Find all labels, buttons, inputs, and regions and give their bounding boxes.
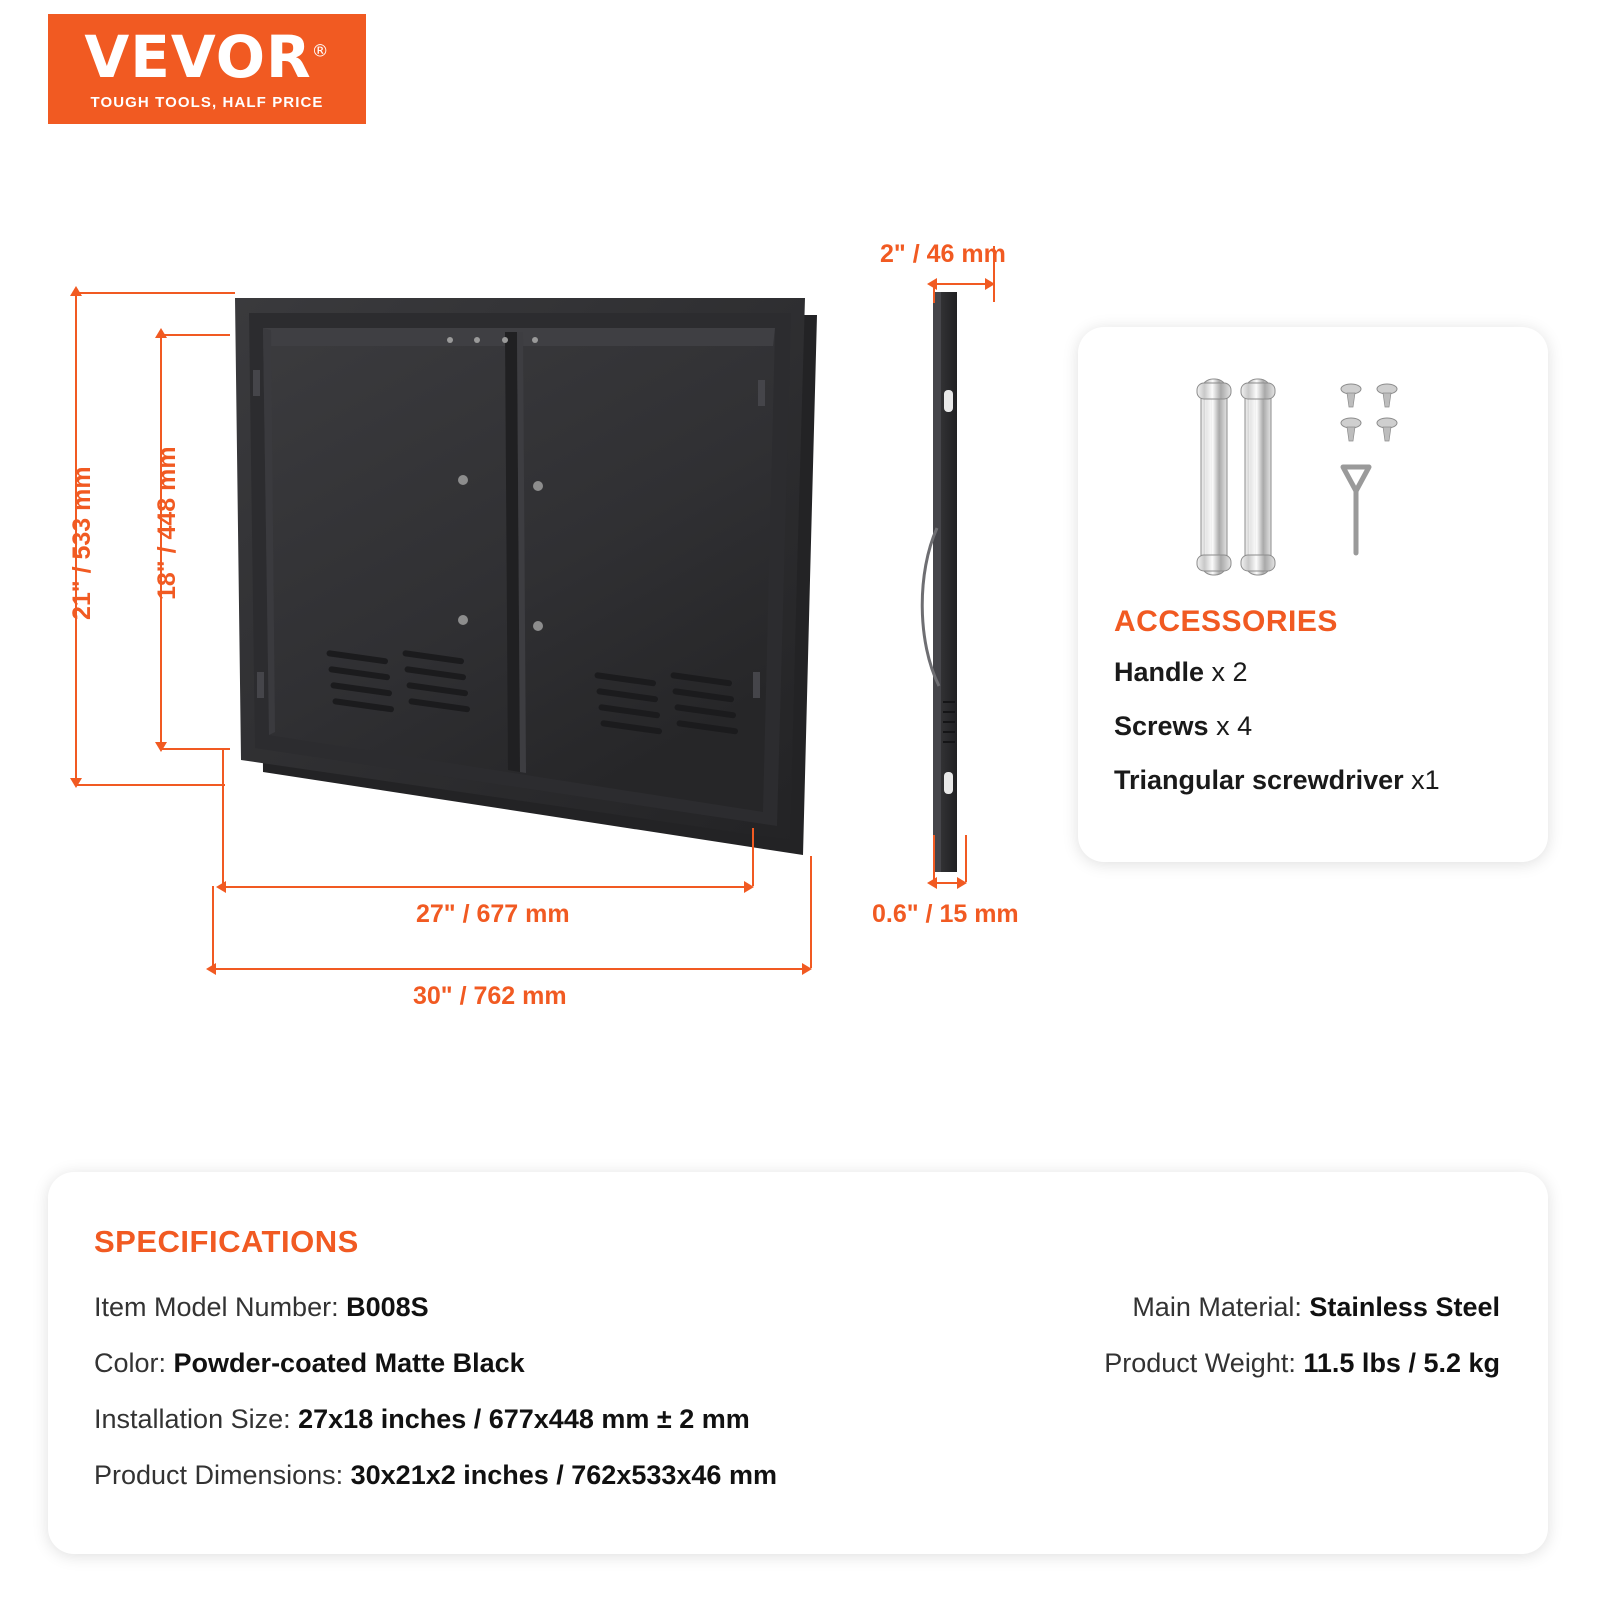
- dim-label-overall-height: 21" / 533 mm: [68, 466, 96, 620]
- spec-row: [94, 1460, 777, 1491]
- dim-ext-overall-width-right: [810, 856, 812, 968]
- accessories-card: [1078, 327, 1548, 862]
- accessories-title: ACCESSORIES: [1114, 605, 1338, 638]
- dim-label-depth: 2" / 46 mm: [880, 240, 1006, 268]
- accessory-item-1: [1114, 711, 1252, 742]
- accessory-name: Screws: [1114, 711, 1209, 741]
- dim-ext-thickness-left: [933, 835, 935, 882]
- spec-label: Main Material:: [1132, 1292, 1302, 1322]
- dim-ext-inner-width-right: [752, 828, 754, 886]
- vevor-logo: [48, 14, 366, 124]
- spec-value: 27x18 inches / 677x448 mm ± 2 mm: [298, 1404, 750, 1434]
- triangular-screwdriver-icon: [1343, 467, 1369, 553]
- spec-label: Installation Size:: [94, 1404, 291, 1434]
- screw-icon: [1377, 418, 1397, 441]
- dim-line-inner-width: [222, 886, 752, 888]
- specifications-card: [48, 1172, 1548, 1554]
- dim-arrow-left: [216, 881, 226, 893]
- dim-arrow-up: [155, 328, 167, 338]
- accessory-name: Handle: [1114, 657, 1205, 687]
- specifications-title: SPECIFICATIONS: [94, 1224, 359, 1259]
- screw-icon: [1341, 418, 1361, 441]
- dim-ext-overall-height-bottom: [75, 784, 225, 786]
- dim-line-overall-width: [212, 968, 810, 970]
- dim-label-inner-width: 27" / 677 mm: [416, 900, 570, 928]
- accessory-qty: x1: [1411, 765, 1440, 795]
- brand-tagline: TOUGH TOOLS, HALF PRICE: [90, 93, 324, 111]
- dim-ext-inner-height-bottom: [160, 748, 230, 750]
- brand-name: VEVOR®: [84, 22, 330, 91]
- product-side-illustration: [915, 282, 1005, 882]
- registered-mark: ®: [311, 41, 330, 62]
- spec-value: Stainless Steel: [1309, 1292, 1500, 1322]
- spec-label: Color:: [94, 1348, 167, 1378]
- dim-ext-inner-height-top: [160, 334, 230, 336]
- spec-row: [1104, 1348, 1500, 1379]
- accessory-name: Triangular screwdriver: [1114, 765, 1404, 795]
- screw-icon: [1341, 384, 1361, 407]
- dim-ext-inner-width-left: [222, 748, 224, 886]
- handle-icon: [1197, 379, 1231, 575]
- dim-arrow-left: [927, 877, 937, 889]
- dim-arrow-left: [206, 963, 216, 975]
- accessory-item-2: [1114, 765, 1440, 796]
- spec-value: 30x21x2 inches / 762x533x46 mm: [350, 1460, 777, 1490]
- dim-ext-overall-width-left: [212, 886, 214, 968]
- dim-arrow-up: [70, 286, 82, 296]
- spec-value: 11.5 lbs / 5.2 kg: [1303, 1348, 1500, 1378]
- accessory-qty: x 2: [1211, 657, 1248, 687]
- dim-label-thickness: 0.6" / 15 mm: [872, 900, 1019, 928]
- dim-arrow-down: [70, 778, 82, 788]
- spec-row: [1132, 1292, 1500, 1323]
- dim-arrow-down: [155, 742, 167, 752]
- spec-label: Item Model Number:: [94, 1292, 339, 1322]
- spec-label: Product Weight:: [1104, 1348, 1296, 1378]
- screw-icon: [1377, 384, 1397, 407]
- spec-row: [94, 1404, 750, 1435]
- accessory-qty: x 4: [1216, 711, 1253, 741]
- dim-ext-thickness-right: [965, 835, 967, 882]
- spec-value: Powder-coated Matte Black: [173, 1348, 525, 1378]
- dim-label-inner-height: 18" / 448 mm: [153, 446, 181, 600]
- spec-value: B008S: [346, 1292, 429, 1322]
- spec-label: Product Dimensions:: [94, 1460, 344, 1490]
- spec-row: [94, 1348, 525, 1379]
- dim-line-depth: [933, 283, 993, 285]
- handle-icon: [1241, 379, 1275, 575]
- product-front-illustration: [205, 280, 825, 880]
- dim-ext-depth-left: [933, 283, 935, 303]
- dim-ext-overall-height-top: [75, 292, 235, 294]
- spec-row: [94, 1292, 429, 1323]
- accessories-illustration: [1183, 367, 1453, 587]
- accessory-item-0: [1114, 657, 1248, 688]
- dim-label-overall-width: 30" / 762 mm: [413, 982, 567, 1010]
- dim-arrow-left: [927, 278, 937, 290]
